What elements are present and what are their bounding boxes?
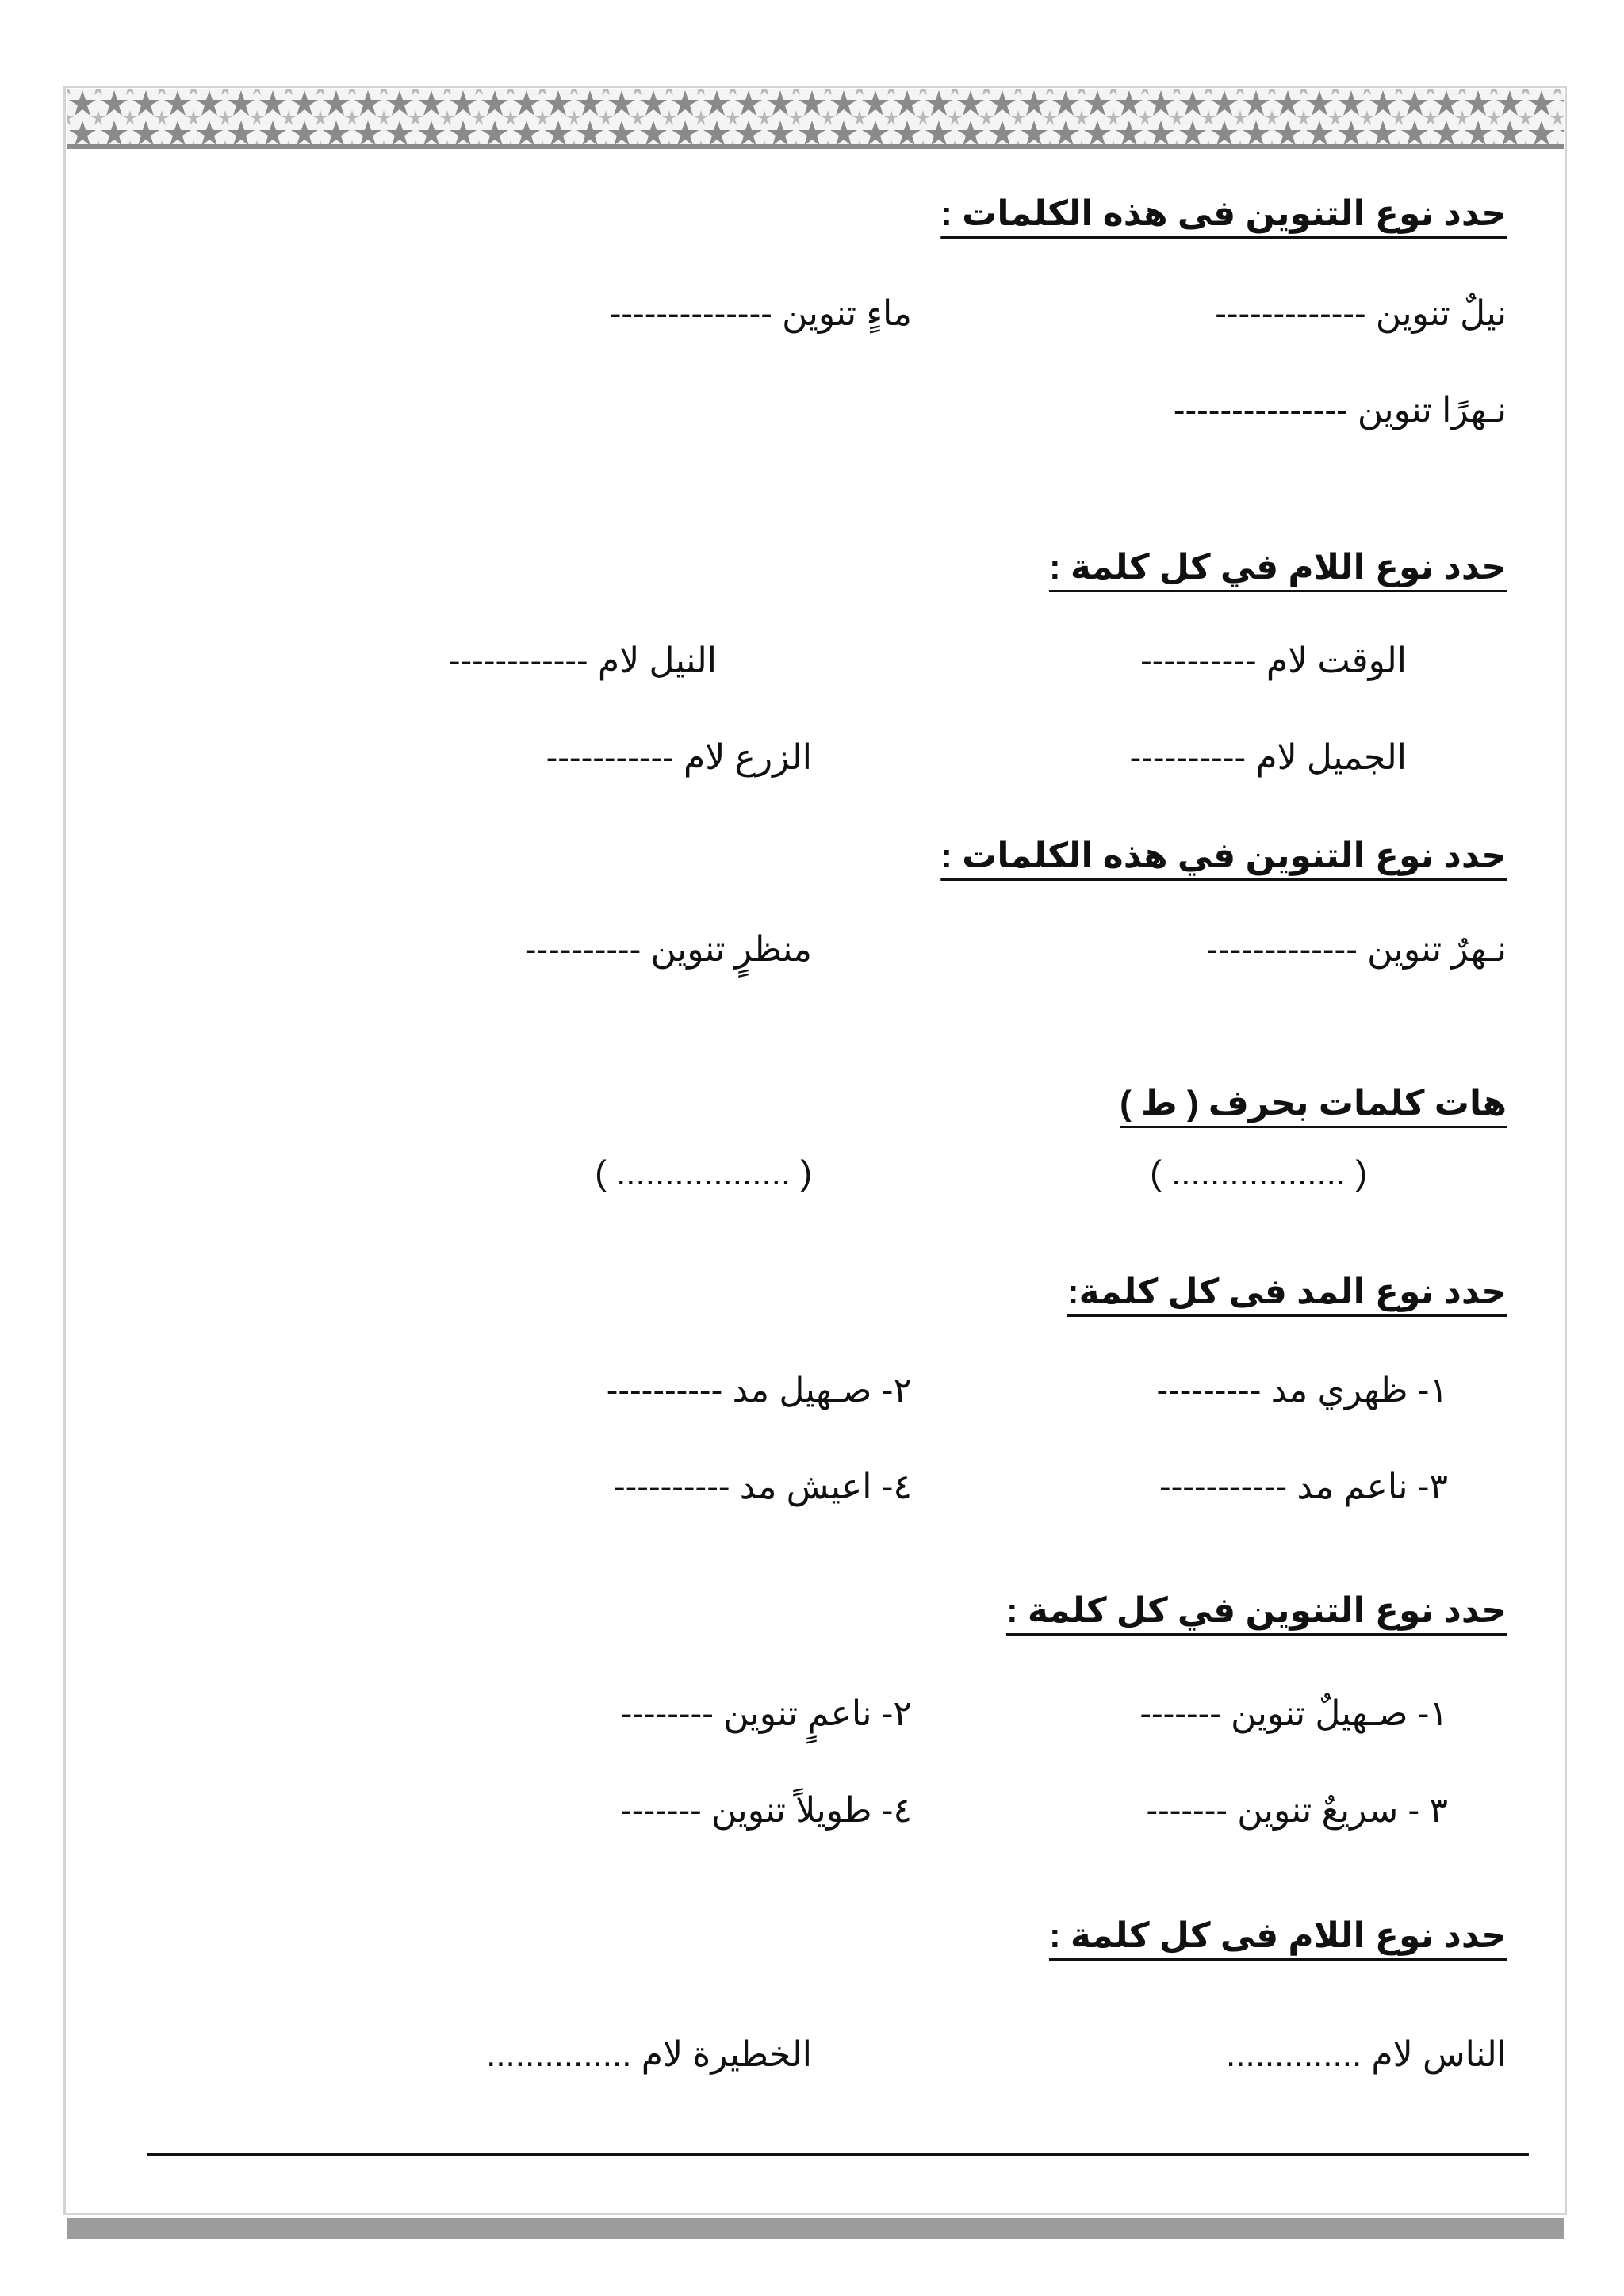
section-1-item-2: ماءٍ تنوين -------------- [609, 294, 912, 333]
bottom-rule [147, 2153, 1529, 2156]
section-2-item-3: الجميل لام ---------- [1129, 738, 1407, 777]
section-4-heading: هات كلمات بحرف ( ط ) [1120, 1084, 1507, 1123]
section-2-item-4: الزرع لام ----------- [546, 738, 812, 777]
section-5-item-1: ١- ظهري مد --------- [1156, 1371, 1448, 1410]
section-4-item-1: ( .................. ) [1150, 1154, 1367, 1192]
decorative-star-border [67, 89, 1564, 149]
section-6-item-3: ٣ - سريعٌ تنوين ------- [1146, 1791, 1448, 1830]
section-6-heading: حدد نوع التنوين في كل كلمة : [1005, 1591, 1507, 1630]
section-3-heading: حدد نوع التنوين في هذه الكلمات : [940, 836, 1507, 875]
section-2-item-2: النيل لام ------------ [448, 641, 717, 680]
section-7-heading: حدد نوع اللام فى كل كلمة : [1048, 1916, 1507, 1955]
section-3-item-2: منظرٍ تنوين ---------- [524, 930, 812, 969]
section-3-item-1: نـهرٌ تنوين ------------- [1206, 930, 1507, 969]
section-1-heading: حدد نوع التنوين فى هذه الكلمات : [940, 194, 1507, 233]
section-6-item-4: ٤- طويلاً تنوين ------- [620, 1791, 912, 1830]
section-1-item-1: نيلٌ تنوين ------------- [1215, 294, 1507, 333]
footer-bar [67, 2218, 1564, 2239]
section-2-heading: حدد نوع اللام في كل كلمة : [1048, 548, 1507, 587]
section-1-item-3: نـهرًا تنوين --------------- [1173, 391, 1507, 430]
section-5-item-2: ٢- صـهيل مد ---------- [606, 1371, 912, 1410]
section-6-item-2: ٢- ناعمٍ تنوين -------- [620, 1694, 912, 1733]
section-5-item-4: ٤- اعيش مد ---------- [613, 1468, 912, 1506]
section-5-item-3: ٣- ناعم مد ----------- [1159, 1468, 1448, 1506]
section-5-heading: حدد نوع المد فى كل كلمة: [1067, 1272, 1507, 1311]
section-4-item-2: ( .................. ) [595, 1154, 812, 1192]
section-7-item-2: الخطيرة لام ............... [486, 2035, 812, 2074]
section-7-item-1: الناس لام .............. [1226, 2035, 1507, 2074]
section-6-item-1: ١- صـهيلٌ تنوين ------- [1139, 1694, 1448, 1733]
section-2-item-1: الوقت لام ---------- [1140, 641, 1407, 680]
